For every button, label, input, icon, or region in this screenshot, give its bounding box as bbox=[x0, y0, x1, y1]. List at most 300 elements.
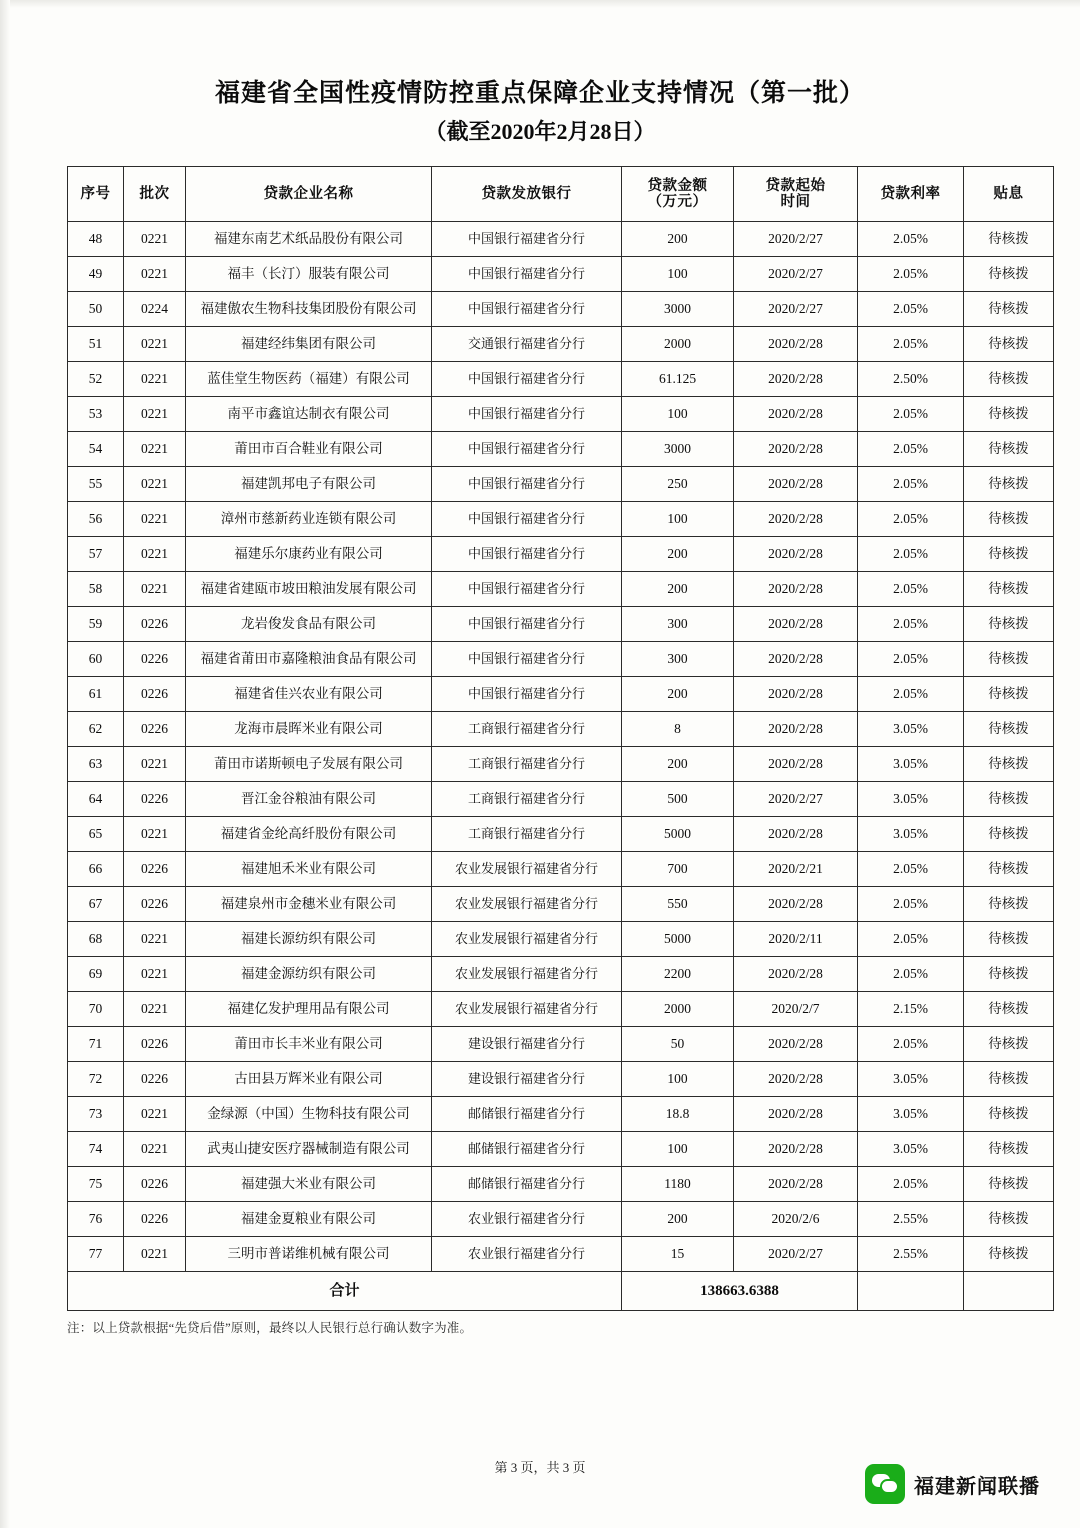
column-header-company: 贷款企业名称 bbox=[186, 167, 432, 222]
cell-company: 福建省建瓯市坡田粮油发展有限公司 bbox=[186, 572, 432, 607]
cell-seq: 54 bbox=[68, 432, 124, 467]
cell-date: 2020/2/28 bbox=[734, 537, 858, 572]
cell-batch: 0221 bbox=[124, 537, 186, 572]
cell-company: 福建金源纺织有限公司 bbox=[186, 957, 432, 992]
cell-bank: 中国银行福建省分行 bbox=[432, 432, 622, 467]
cell-batch: 0226 bbox=[124, 1167, 186, 1202]
cell-amount: 5000 bbox=[622, 922, 734, 957]
cell-bank: 中国银行福建省分行 bbox=[432, 502, 622, 537]
cell-batch: 0224 bbox=[124, 292, 186, 327]
cell-bank: 中国银行福建省分行 bbox=[432, 292, 622, 327]
cell-company: 福建省佳兴农业有限公司 bbox=[186, 677, 432, 712]
cell-date: 2020/2/28 bbox=[734, 677, 858, 712]
cell-batch: 0221 bbox=[124, 1237, 186, 1272]
cell-bank: 农业银行福建省分行 bbox=[432, 1202, 622, 1237]
cell-date: 2020/2/27 bbox=[734, 1237, 858, 1272]
cell-company: 古田县万辉米业有限公司 bbox=[186, 1062, 432, 1097]
cell-batch: 0226 bbox=[124, 642, 186, 677]
cell-date: 2020/2/28 bbox=[734, 1062, 858, 1097]
cell-subsidy: 待核拨 bbox=[964, 712, 1054, 747]
cell-subsidy: 待核拨 bbox=[964, 992, 1054, 1027]
column-header-seq: 序号 bbox=[68, 167, 124, 222]
cell-rate: 2.05% bbox=[858, 677, 964, 712]
cell-date: 2020/2/28 bbox=[734, 957, 858, 992]
cell-bank: 邮储银行福建省分行 bbox=[432, 1167, 622, 1202]
cell-subsidy: 待核拨 bbox=[964, 1167, 1054, 1202]
cell-bank: 中国银行福建省分行 bbox=[432, 467, 622, 502]
cell-bank: 中国银行福建省分行 bbox=[432, 397, 622, 432]
cell-bank: 中国银行福建省分行 bbox=[432, 572, 622, 607]
cell-seq: 58 bbox=[68, 572, 124, 607]
page-title: 福建省全国性疫情防控重点保障企业支持情况（第一批） bbox=[214, 80, 865, 107]
cell-rate: 2.05% bbox=[858, 1027, 964, 1062]
column-header-date bbox=[734, 167, 858, 222]
table-note: 注：以上贷款根据“先贷后借”原则，最终以人民银行总行确认数字为准。 bbox=[67, 1321, 473, 1336]
page-subtitle: （截至2020年2月28日） bbox=[424, 119, 656, 145]
cell-bank: 中国银行福建省分行 bbox=[432, 222, 622, 257]
table-row bbox=[68, 292, 1054, 327]
cell-seq: 72 bbox=[68, 1062, 124, 1097]
cell-amount: 250 bbox=[622, 467, 734, 502]
cell-company: 金绿源（中国）生物科技有限公司 bbox=[186, 1097, 432, 1132]
cell-bank: 建设银行福建省分行 bbox=[432, 1027, 622, 1062]
cell-amount: 700 bbox=[622, 852, 734, 887]
table-row bbox=[68, 397, 1054, 432]
table-row bbox=[68, 1132, 1054, 1167]
cell-seq: 71 bbox=[68, 1027, 124, 1062]
cell-seq: 52 bbox=[68, 362, 124, 397]
cell-company: 福建东南艺术纸品股份有限公司 bbox=[186, 222, 432, 257]
table-row bbox=[68, 712, 1054, 747]
cell-bank: 中国银行福建省分行 bbox=[432, 607, 622, 642]
cell-amount: 2200 bbox=[622, 957, 734, 992]
cell-subsidy: 待核拨 bbox=[964, 747, 1054, 782]
cell-subsidy: 待核拨 bbox=[964, 432, 1054, 467]
cell-date: 2020/2/27 bbox=[734, 292, 858, 327]
cell-company: 福建亿发护理用品有限公司 bbox=[186, 992, 432, 1027]
cell-subsidy: 待核拨 bbox=[964, 677, 1054, 712]
cell-amount: 100 bbox=[622, 502, 734, 537]
cell-subsidy: 待核拨 bbox=[964, 1097, 1054, 1132]
table-row bbox=[68, 992, 1054, 1027]
scan-edge-top bbox=[0, 0, 1080, 8]
cell-amount: 100 bbox=[622, 397, 734, 432]
table-row bbox=[68, 502, 1054, 537]
cell-batch: 0221 bbox=[124, 1132, 186, 1167]
table-row bbox=[68, 1097, 1054, 1132]
cell-company: 莆田市百合鞋业有限公司 bbox=[186, 432, 432, 467]
cell-date: 2020/2/28 bbox=[734, 887, 858, 922]
cell-amount: 200 bbox=[622, 572, 734, 607]
cell-company: 福建傲农生物科技集团股份有限公司 bbox=[186, 292, 432, 327]
cell-bank: 邮储银行福建省分行 bbox=[432, 1132, 622, 1167]
cell-company: 福丰（长汀）服装有限公司 bbox=[186, 257, 432, 292]
cell-subsidy: 待核拨 bbox=[964, 537, 1054, 572]
cell-subsidy: 待核拨 bbox=[964, 817, 1054, 852]
column-header-amount-line1: 贷款金额 bbox=[647, 177, 708, 194]
cell-bank: 建设银行福建省分行 bbox=[432, 1062, 622, 1097]
cell-subsidy: 待核拨 bbox=[964, 222, 1054, 257]
cell-date: 2020/2/28 bbox=[734, 1167, 858, 1202]
table-row bbox=[68, 327, 1054, 362]
cell-bank: 邮储银行福建省分行 bbox=[432, 1097, 622, 1132]
total-blank-subsidy bbox=[964, 1272, 1054, 1311]
cell-company: 福建省金纶高纤股份有限公司 bbox=[186, 817, 432, 852]
cell-date: 2020/2/28 bbox=[734, 362, 858, 397]
wechat-account-name: 福建新闻联播 bbox=[914, 1475, 1040, 1498]
cell-batch: 0226 bbox=[124, 1027, 186, 1062]
cell-amount: 50 bbox=[622, 1027, 734, 1062]
cell-subsidy: 待核拨 bbox=[964, 502, 1054, 537]
cell-amount: 3000 bbox=[622, 432, 734, 467]
cell-batch: 0226 bbox=[124, 677, 186, 712]
cell-company: 晋江金谷粮油有限公司 bbox=[186, 782, 432, 817]
cell-rate: 3.05% bbox=[858, 1132, 964, 1167]
cell-date: 2020/2/28 bbox=[734, 712, 858, 747]
cell-rate: 2.05% bbox=[858, 467, 964, 502]
cell-seq: 67 bbox=[68, 887, 124, 922]
column-header-bank: 贷款发放银行 bbox=[432, 167, 622, 222]
cell-seq: 74 bbox=[68, 1132, 124, 1167]
wechat-icon bbox=[865, 1464, 905, 1504]
cell-subsidy: 待核拨 bbox=[964, 642, 1054, 677]
cell-seq: 49 bbox=[68, 257, 124, 292]
cell-amount: 15 bbox=[622, 1237, 734, 1272]
column-header-subsidy: 贴息 bbox=[964, 167, 1054, 222]
cell-subsidy: 待核拨 bbox=[964, 362, 1054, 397]
cell-batch: 0221 bbox=[124, 992, 186, 1027]
cell-rate: 2.05% bbox=[858, 572, 964, 607]
cell-subsidy: 待核拨 bbox=[964, 957, 1054, 992]
table-row bbox=[68, 957, 1054, 992]
cell-rate: 2.05% bbox=[858, 852, 964, 887]
cell-seq: 64 bbox=[68, 782, 124, 817]
cell-bank: 农业发展银行福建省分行 bbox=[432, 922, 622, 957]
cell-seq: 59 bbox=[68, 607, 124, 642]
cell-company: 蓝佳堂生物医药（福建）有限公司 bbox=[186, 362, 432, 397]
cell-date: 2020/2/28 bbox=[734, 642, 858, 677]
cell-seq: 50 bbox=[68, 292, 124, 327]
cell-batch: 0221 bbox=[124, 747, 186, 782]
cell-subsidy: 待核拨 bbox=[964, 922, 1054, 957]
cell-rate: 2.05% bbox=[858, 887, 964, 922]
cell-batch: 0221 bbox=[124, 362, 186, 397]
cell-rate: 2.05% bbox=[858, 1167, 964, 1202]
cell-seq: 60 bbox=[68, 642, 124, 677]
cell-seq: 51 bbox=[68, 327, 124, 362]
cell-company: 武夷山捷安医疗器械制造有限公司 bbox=[186, 1132, 432, 1167]
cell-seq: 53 bbox=[68, 397, 124, 432]
cell-date: 2020/2/11 bbox=[734, 922, 858, 957]
cell-date: 2020/2/28 bbox=[734, 1097, 858, 1132]
loan-table bbox=[67, 166, 1054, 1311]
cell-bank: 中国银行福建省分行 bbox=[432, 537, 622, 572]
cell-bank: 农业发展银行福建省分行 bbox=[432, 957, 622, 992]
cell-rate: 2.05% bbox=[858, 292, 964, 327]
cell-date: 2020/2/28 bbox=[734, 747, 858, 782]
cell-batch: 0221 bbox=[124, 817, 186, 852]
cell-amount: 200 bbox=[622, 222, 734, 257]
cell-subsidy: 待核拨 bbox=[964, 1062, 1054, 1097]
cell-seq: 69 bbox=[68, 957, 124, 992]
cell-seq: 48 bbox=[68, 222, 124, 257]
cell-subsidy: 待核拨 bbox=[964, 257, 1054, 292]
cell-rate: 2.05% bbox=[858, 397, 964, 432]
cell-date: 2020/2/28 bbox=[734, 397, 858, 432]
cell-subsidy: 待核拨 bbox=[964, 607, 1054, 642]
cell-batch: 0221 bbox=[124, 1097, 186, 1132]
cell-company: 福建泉州市金穗米业有限公司 bbox=[186, 887, 432, 922]
cell-bank: 农业银行福建省分行 bbox=[432, 1237, 622, 1272]
column-header-batch: 批次 bbox=[124, 167, 186, 222]
cell-rate: 2.05% bbox=[858, 957, 964, 992]
cell-batch: 0226 bbox=[124, 1062, 186, 1097]
total-label: 合计 bbox=[68, 1272, 622, 1311]
cell-amount: 2000 bbox=[622, 992, 734, 1027]
table-row bbox=[68, 817, 1054, 852]
cell-seq: 77 bbox=[68, 1237, 124, 1272]
column-header-date-line2: 时间 bbox=[780, 194, 811, 211]
cell-bank: 交通银行福建省分行 bbox=[432, 327, 622, 362]
cell-bank: 农业发展银行福建省分行 bbox=[432, 852, 622, 887]
table-body bbox=[68, 222, 1054, 1311]
cell-subsidy: 待核拨 bbox=[964, 852, 1054, 887]
cell-rate: 2.05% bbox=[858, 327, 964, 362]
cell-company: 福建强大米业有限公司 bbox=[186, 1167, 432, 1202]
cell-rate: 2.05% bbox=[858, 922, 964, 957]
cell-amount: 200 bbox=[622, 537, 734, 572]
cell-batch: 0226 bbox=[124, 607, 186, 642]
cell-date: 2020/2/27 bbox=[734, 257, 858, 292]
cell-amount: 200 bbox=[622, 747, 734, 782]
cell-company: 南平市鑫谊达制衣有限公司 bbox=[186, 397, 432, 432]
cell-company: 福建经纬集团有限公司 bbox=[186, 327, 432, 362]
cell-seq: 70 bbox=[68, 992, 124, 1027]
cell-bank: 中国银行福建省分行 bbox=[432, 257, 622, 292]
cell-seq: 56 bbox=[68, 502, 124, 537]
cell-company: 莆田市长丰米业有限公司 bbox=[186, 1027, 432, 1062]
cell-batch: 0226 bbox=[124, 887, 186, 922]
cell-rate: 2.55% bbox=[858, 1237, 964, 1272]
cell-batch: 0226 bbox=[124, 852, 186, 887]
table-row bbox=[68, 642, 1054, 677]
cell-batch: 0221 bbox=[124, 572, 186, 607]
cell-batch: 0226 bbox=[124, 1202, 186, 1237]
total-blank-rate bbox=[858, 1272, 964, 1311]
column-header-date-line1: 贷款起始 bbox=[765, 177, 826, 194]
cell-bank: 工商银行福建省分行 bbox=[432, 817, 622, 852]
cell-company: 福建乐尔康药业有限公司 bbox=[186, 537, 432, 572]
table-row bbox=[68, 222, 1054, 257]
cell-date: 2020/2/27 bbox=[734, 222, 858, 257]
cell-company: 龙岩俊发食品有限公司 bbox=[186, 607, 432, 642]
cell-amount: 5000 bbox=[622, 817, 734, 852]
cell-date: 2020/2/28 bbox=[734, 817, 858, 852]
cell-rate: 2.05% bbox=[858, 537, 964, 572]
cell-subsidy: 待核拨 bbox=[964, 1027, 1054, 1062]
table-row bbox=[68, 572, 1054, 607]
cell-date: 2020/2/28 bbox=[734, 572, 858, 607]
cell-batch: 0221 bbox=[124, 502, 186, 537]
document-header bbox=[0, 0, 1080, 148]
table-row bbox=[68, 467, 1054, 502]
cell-seq: 63 bbox=[68, 747, 124, 782]
cell-date: 2020/2/7 bbox=[734, 992, 858, 1027]
cell-batch: 0221 bbox=[124, 327, 186, 362]
cell-date: 2020/2/28 bbox=[734, 1132, 858, 1167]
table-row bbox=[68, 1202, 1054, 1237]
cell-amount: 100 bbox=[622, 1062, 734, 1097]
scan-edge-left bbox=[0, 0, 10, 1528]
cell-subsidy: 待核拨 bbox=[964, 1202, 1054, 1237]
cell-bank: 工商银行福建省分行 bbox=[432, 747, 622, 782]
cell-amount: 100 bbox=[622, 1132, 734, 1167]
cell-amount: 200 bbox=[622, 1202, 734, 1237]
cell-amount: 2000 bbox=[622, 327, 734, 362]
table-row bbox=[68, 852, 1054, 887]
cell-amount: 200 bbox=[622, 677, 734, 712]
cell-seq: 73 bbox=[68, 1097, 124, 1132]
table-row bbox=[68, 782, 1054, 817]
cell-seq: 65 bbox=[68, 817, 124, 852]
cell-amount: 100 bbox=[622, 257, 734, 292]
cell-batch: 0221 bbox=[124, 922, 186, 957]
column-header-amount-line2: （万元） bbox=[647, 194, 708, 211]
cell-subsidy: 待核拨 bbox=[964, 1237, 1054, 1272]
cell-seq: 57 bbox=[68, 537, 124, 572]
cell-rate: 3.05% bbox=[858, 817, 964, 852]
cell-date: 2020/2/28 bbox=[734, 327, 858, 362]
cell-rate: 2.50% bbox=[858, 362, 964, 397]
cell-subsidy: 待核拨 bbox=[964, 782, 1054, 817]
cell-rate: 2.05% bbox=[858, 257, 964, 292]
cell-date: 2020/2/21 bbox=[734, 852, 858, 887]
cell-rate: 3.05% bbox=[858, 1062, 964, 1097]
cell-subsidy: 待核拨 bbox=[964, 887, 1054, 922]
table-row bbox=[68, 887, 1054, 922]
cell-rate: 2.05% bbox=[858, 432, 964, 467]
cell-rate: 3.05% bbox=[858, 747, 964, 782]
table-row bbox=[68, 1027, 1054, 1062]
cell-rate: 2.05% bbox=[858, 222, 964, 257]
cell-bank: 工商银行福建省分行 bbox=[432, 782, 622, 817]
table-total-row bbox=[68, 1272, 1054, 1311]
cell-bank: 中国银行福建省分行 bbox=[432, 362, 622, 397]
cell-company: 福建凯邦电子有限公司 bbox=[186, 467, 432, 502]
cell-amount: 61.125 bbox=[622, 362, 734, 397]
cell-batch: 0221 bbox=[124, 467, 186, 502]
total-amount: 138663.6388 bbox=[622, 1272, 858, 1311]
cell-batch: 0226 bbox=[124, 712, 186, 747]
table-row bbox=[68, 362, 1054, 397]
cell-seq: 55 bbox=[68, 467, 124, 502]
cell-amount: 18.8 bbox=[622, 1097, 734, 1132]
cell-amount: 300 bbox=[622, 607, 734, 642]
cell-rate: 2.05% bbox=[858, 502, 964, 537]
cell-seq: 61 bbox=[68, 677, 124, 712]
cell-amount: 8 bbox=[622, 712, 734, 747]
cell-date: 2020/2/28 bbox=[734, 432, 858, 467]
cell-amount: 500 bbox=[622, 782, 734, 817]
cell-date: 2020/2/28 bbox=[734, 467, 858, 502]
cell-company: 福建金夏粮业有限公司 bbox=[186, 1202, 432, 1237]
cell-company: 龙海市晨晖米业有限公司 bbox=[186, 712, 432, 747]
cell-subsidy: 待核拨 bbox=[964, 1132, 1054, 1167]
table-row bbox=[68, 1237, 1054, 1272]
cell-company: 漳州市慈新药业连锁有限公司 bbox=[186, 502, 432, 537]
cell-rate: 3.05% bbox=[858, 712, 964, 747]
cell-bank: 中国银行福建省分行 bbox=[432, 642, 622, 677]
cell-rate: 2.15% bbox=[858, 992, 964, 1027]
cell-subsidy: 待核拨 bbox=[964, 292, 1054, 327]
cell-company: 莆田市诺斯顿电子发展有限公司 bbox=[186, 747, 432, 782]
table-row bbox=[68, 1062, 1054, 1097]
cell-batch: 0221 bbox=[124, 957, 186, 992]
cell-date: 2020/2/6 bbox=[734, 1202, 858, 1237]
cell-amount: 1180 bbox=[622, 1167, 734, 1202]
cell-rate: 3.05% bbox=[858, 782, 964, 817]
cell-seq: 62 bbox=[68, 712, 124, 747]
cell-amount: 300 bbox=[622, 642, 734, 677]
cell-batch: 0226 bbox=[124, 782, 186, 817]
table-row bbox=[68, 607, 1054, 642]
table-row bbox=[68, 257, 1054, 292]
table-row bbox=[68, 922, 1054, 957]
cell-seq: 76 bbox=[68, 1202, 124, 1237]
cell-date: 2020/2/28 bbox=[734, 1027, 858, 1062]
column-header-amount bbox=[622, 167, 734, 222]
cell-subsidy: 待核拨 bbox=[964, 572, 1054, 607]
table-row bbox=[68, 747, 1054, 782]
cell-rate: 2.55% bbox=[858, 1202, 964, 1237]
table-row bbox=[68, 432, 1054, 467]
cell-rate: 2.05% bbox=[858, 607, 964, 642]
table-row bbox=[68, 677, 1054, 712]
cell-date: 2020/2/28 bbox=[734, 502, 858, 537]
cell-subsidy: 待核拨 bbox=[964, 397, 1054, 432]
cell-bank: 工商银行福建省分行 bbox=[432, 712, 622, 747]
cell-batch: 0221 bbox=[124, 222, 186, 257]
cell-seq: 75 bbox=[68, 1167, 124, 1202]
cell-rate: 3.05% bbox=[858, 1097, 964, 1132]
cell-batch: 0221 bbox=[124, 432, 186, 467]
cell-date: 2020/2/27 bbox=[734, 782, 858, 817]
cell-date: 2020/2/28 bbox=[734, 607, 858, 642]
cell-bank: 中国银行福建省分行 bbox=[432, 677, 622, 712]
cell-company: 福建旭禾米业有限公司 bbox=[186, 852, 432, 887]
cell-company: 福建省莆田市嘉隆粮油食品有限公司 bbox=[186, 642, 432, 677]
cell-subsidy: 待核拨 bbox=[964, 467, 1054, 502]
loan-table-container bbox=[67, 166, 1029, 1311]
cell-company: 三明市普诺维机械有限公司 bbox=[186, 1237, 432, 1272]
cell-seq: 66 bbox=[68, 852, 124, 887]
cell-batch: 0221 bbox=[124, 397, 186, 432]
cell-seq: 68 bbox=[68, 922, 124, 957]
page-number: 第 3 页，共 3 页 bbox=[494, 1460, 586, 1475]
cell-bank: 农业发展银行福建省分行 bbox=[432, 887, 622, 922]
table-row bbox=[68, 537, 1054, 572]
cell-batch: 0221 bbox=[124, 257, 186, 292]
table-row bbox=[68, 1167, 1054, 1202]
table-header-row bbox=[68, 167, 1054, 222]
cell-amount: 550 bbox=[622, 887, 734, 922]
wechat-account-badge bbox=[865, 1464, 1040, 1504]
cell-rate: 2.05% bbox=[858, 642, 964, 677]
cell-company: 福建长源纺织有限公司 bbox=[186, 922, 432, 957]
cell-bank: 农业发展银行福建省分行 bbox=[432, 992, 622, 1027]
cell-amount: 3000 bbox=[622, 292, 734, 327]
column-header-rate: 贷款利率 bbox=[858, 167, 964, 222]
